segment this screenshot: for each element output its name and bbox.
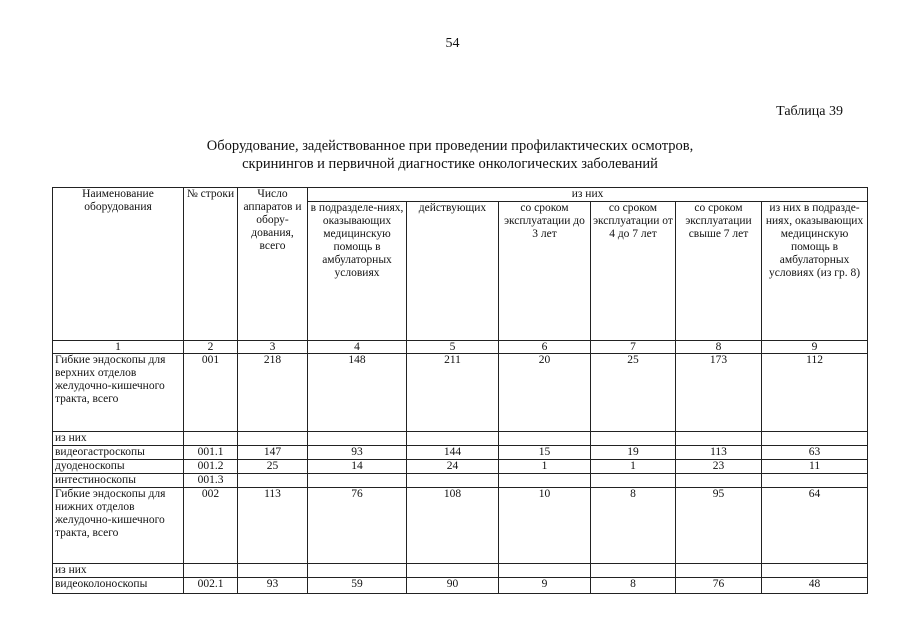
cell-4-to-7: 1 bbox=[591, 460, 676, 474]
column-number: 9 bbox=[762, 341, 868, 354]
cell-active bbox=[407, 474, 499, 488]
column-number: 2 bbox=[184, 341, 238, 354]
column-number: 6 bbox=[499, 341, 591, 354]
header-ambulatory: в подразделе-ниях, оказывающих медицинскую помощь в амбулаторных условиях bbox=[308, 202, 407, 341]
cell-ambulatory: 14 bbox=[308, 460, 407, 474]
row-number: 001 bbox=[184, 354, 238, 432]
cell-over-7: 113 bbox=[676, 446, 762, 460]
cell-up-to-3: 1 bbox=[499, 460, 591, 474]
row-name: из них bbox=[53, 564, 184, 578]
cell-total: 93 bbox=[238, 578, 308, 594]
header-4-to-7-years: со сроком эксплуатации от 4 до 7 лет bbox=[591, 202, 676, 341]
cell-total: 113 bbox=[238, 488, 308, 564]
cell-ambulatory bbox=[308, 564, 407, 578]
caption-line-1: Оборудование, задействованное при проведении профилактических осмотров, bbox=[206, 138, 694, 154]
row-number bbox=[184, 564, 238, 578]
cell-up-to-3: 15 bbox=[499, 446, 591, 460]
row-name: Гибкие эндоскопы для нижних отделов желудочно-кишечного тракта, всего bbox=[53, 488, 184, 564]
table-row bbox=[53, 460, 868, 474]
table-label: Таблица 39 bbox=[776, 104, 843, 119]
table-row bbox=[53, 474, 868, 488]
column-number: 7 bbox=[591, 341, 676, 354]
header-name: Наименование оборудования bbox=[53, 188, 184, 341]
cell-active: 108 bbox=[407, 488, 499, 564]
cell-over-7: 95 bbox=[676, 488, 762, 564]
cell-4-to-7 bbox=[591, 564, 676, 578]
cell-of-them-ambulatory bbox=[762, 564, 868, 578]
cell-over-7 bbox=[676, 474, 762, 488]
row-name: видеогастроскопы bbox=[53, 446, 184, 460]
row-name: видеоколоноскопы bbox=[53, 578, 184, 594]
header-of-them: из них bbox=[308, 188, 868, 202]
cell-ambulatory bbox=[308, 432, 407, 446]
cell-total bbox=[238, 474, 308, 488]
cell-over-7: 76 bbox=[676, 578, 762, 594]
cell-ambulatory: 76 bbox=[308, 488, 407, 564]
row-name: дуоденоскопы bbox=[53, 460, 184, 474]
row-number: 002 bbox=[184, 488, 238, 564]
cell-of-them-ambulatory bbox=[762, 432, 868, 446]
cell-active: 211 bbox=[407, 354, 499, 432]
column-number: 8 bbox=[676, 341, 762, 354]
cell-up-to-3 bbox=[499, 564, 591, 578]
header-active: действующих bbox=[407, 202, 499, 341]
header-total: Число аппаратов и обору-дования, всего bbox=[238, 188, 308, 341]
table-row bbox=[53, 354, 868, 432]
cell-up-to-3 bbox=[499, 474, 591, 488]
cell-active: 144 bbox=[407, 446, 499, 460]
header-over-7-years: со сроком эксплуатации свыше 7 лет bbox=[676, 202, 762, 341]
cell-active: 90 bbox=[407, 578, 499, 594]
cell-over-7 bbox=[676, 432, 762, 446]
table-row bbox=[53, 488, 868, 564]
cell-ambulatory: 93 bbox=[308, 446, 407, 460]
table-row bbox=[53, 564, 868, 578]
column-number: 5 bbox=[407, 341, 499, 354]
equipment-table bbox=[52, 187, 868, 594]
column-number: 4 bbox=[308, 341, 407, 354]
cell-4-to-7: 25 bbox=[591, 354, 676, 432]
cell-4-to-7: 8 bbox=[591, 488, 676, 564]
cell-up-to-3: 9 bbox=[499, 578, 591, 594]
cell-total: 147 bbox=[238, 446, 308, 460]
header-of-them-ambulatory: из них в подразде-ниях, оказывающих медицинскую помощь в амбулаторных условиях (из гр. 8) bbox=[762, 202, 868, 341]
row-name: Гибкие эндоскопы для верхних отделов желудочно-кишечного тракта, всего bbox=[53, 354, 184, 432]
row-number: 001.2 bbox=[184, 460, 238, 474]
row-number: 002.1 bbox=[184, 578, 238, 594]
row-name: из них bbox=[53, 432, 184, 446]
table-caption bbox=[150, 137, 750, 173]
cell-active bbox=[407, 432, 499, 446]
column-numbers-row bbox=[53, 341, 868, 354]
cell-4-to-7 bbox=[591, 474, 676, 488]
cell-total: 218 bbox=[238, 354, 308, 432]
caption-line-2: скринингов и первичной диагностике онкологических заболеваний bbox=[242, 156, 658, 172]
table-row bbox=[53, 446, 868, 460]
row-number: 001.1 bbox=[184, 446, 238, 460]
cell-4-to-7 bbox=[591, 432, 676, 446]
cell-up-to-3 bbox=[499, 432, 591, 446]
table-row bbox=[53, 578, 868, 594]
cell-4-to-7: 8 bbox=[591, 578, 676, 594]
page-number: 54 bbox=[445, 36, 460, 51]
cell-of-them-ambulatory: 64 bbox=[762, 488, 868, 564]
cell-of-them-ambulatory bbox=[762, 474, 868, 488]
cell-of-them-ambulatory: 11 bbox=[762, 460, 868, 474]
cell-total bbox=[238, 432, 308, 446]
table-row bbox=[53, 432, 868, 446]
cell-of-them-ambulatory: 63 bbox=[762, 446, 868, 460]
cell-over-7 bbox=[676, 564, 762, 578]
row-name: интестиноскопы bbox=[53, 474, 184, 488]
column-number: 1 bbox=[53, 341, 184, 354]
cell-over-7: 173 bbox=[676, 354, 762, 432]
cell-up-to-3: 20 bbox=[499, 354, 591, 432]
row-number: 001.3 bbox=[184, 474, 238, 488]
cell-ambulatory: 148 bbox=[308, 354, 407, 432]
cell-of-them-ambulatory: 112 bbox=[762, 354, 868, 432]
cell-up-to-3: 10 bbox=[499, 488, 591, 564]
cell-over-7: 23 bbox=[676, 460, 762, 474]
cell-active bbox=[407, 564, 499, 578]
row-number bbox=[184, 432, 238, 446]
header-up-to-3-years: со сроком эксплуатации до 3 лет bbox=[499, 202, 591, 341]
column-number: 3 bbox=[238, 341, 308, 354]
header-row-number: № строки bbox=[184, 188, 238, 341]
header-row-top bbox=[53, 188, 868, 202]
cell-4-to-7: 19 bbox=[591, 446, 676, 460]
cell-ambulatory: 59 bbox=[308, 578, 407, 594]
cell-total bbox=[238, 564, 308, 578]
cell-ambulatory bbox=[308, 474, 407, 488]
cell-active: 24 bbox=[407, 460, 499, 474]
cell-of-them-ambulatory: 48 bbox=[762, 578, 868, 594]
cell-total: 25 bbox=[238, 460, 308, 474]
